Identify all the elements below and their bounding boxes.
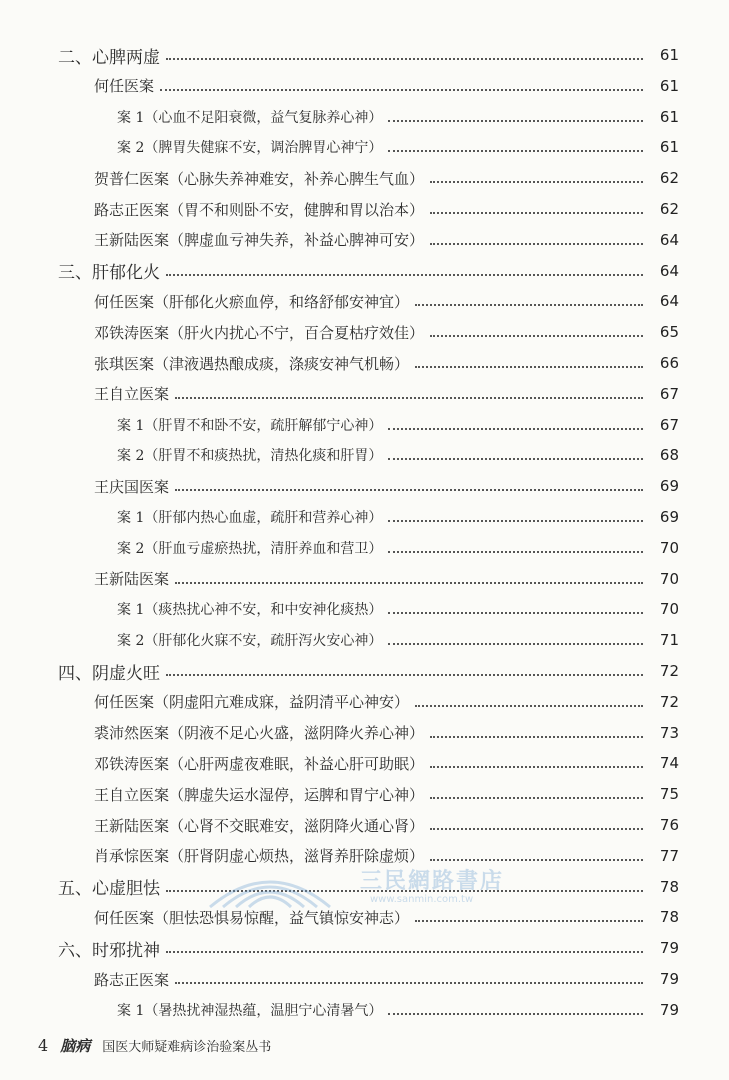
dot-leader <box>415 703 643 707</box>
toc-entry <box>0 564 729 594</box>
toc-entry-page: 78 <box>659 877 679 896</box>
dot-leader <box>430 179 643 183</box>
toc-entry-page: 72 <box>659 692 679 711</box>
toc-entry <box>0 225 729 255</box>
toc-entry <box>0 502 729 532</box>
toc-entry <box>0 625 729 655</box>
toc-entry <box>0 810 729 840</box>
toc-entry-page: 76 <box>659 816 679 834</box>
toc-entry-title: 裘沛然医案（阴液不足心火盛，滋阴降火养心神） <box>94 724 425 743</box>
toc-entry <box>0 718 729 748</box>
toc-entry-page: 66 <box>659 354 679 372</box>
toc-entry-title: 何任医案（胆怯恐惧易惊醒，益气镇惊安神志） <box>94 908 410 927</box>
toc-entry-page: 71 <box>659 631 679 650</box>
dot-leader <box>430 795 643 799</box>
toc-entry-title: 五、心虚胆怯 <box>58 879 160 900</box>
toc-entry-title: 张琪医案（津液遇热酿成痰，涤痰安神气机畅） <box>94 354 410 373</box>
page-footer <box>38 1035 271 1056</box>
toc-entry-title: 案 2（脾胃失健寐不安，调治脾胃心神宁） <box>117 140 383 157</box>
toc-entry-page: 62 <box>659 200 679 218</box>
toc-entry-page: 70 <box>659 538 679 557</box>
toc-entry-page: 69 <box>659 477 679 496</box>
dot-leader <box>388 426 643 430</box>
toc-entry-page: 64 <box>659 261 679 280</box>
toc-entry-page: 69 <box>659 508 679 526</box>
toc-entry <box>0 71 729 101</box>
dot-leader <box>388 118 643 122</box>
dot-leader <box>388 456 643 460</box>
toc-entry-title: 案 1（肝胃不和卧不安，疏肝解郁宁心神） <box>117 417 383 434</box>
toc-entry <box>0 902 729 932</box>
toc-entry-title: 路志正医案（胃不和则卧不安，健脾和胃以治本） <box>94 200 425 219</box>
toc-entry-title: 案 1（痰热扰心神不安，和中安神化痰热） <box>117 602 383 619</box>
toc-entry <box>0 410 729 440</box>
toc-entry-page: 61 <box>659 138 679 157</box>
toc-entry-title: 邓铁涛医案（肝火内扰心不宁，百合夏枯疗效佳） <box>94 323 425 342</box>
toc-entry-page: 73 <box>659 723 679 742</box>
dot-leader <box>430 764 643 768</box>
toc-entry-page: 79 <box>659 939 679 958</box>
toc-entry-title: 何任医案 <box>94 77 155 96</box>
toc-section <box>0 256 729 286</box>
toc-entry-page: 65 <box>659 323 679 342</box>
toc-entry-page: 61 <box>659 76 679 95</box>
dot-leader <box>415 302 643 306</box>
toc-entry-title: 何任医案（阴虚阳亢难成寐，益阴清平心神安） <box>94 693 410 712</box>
dot-leader <box>430 734 643 738</box>
toc-entry-title: 案 2（肝血亏虚瘀热扰，清肝养血和营卫） <box>117 540 383 557</box>
toc-entry-title: 王新陆医案（脾虚血亏神失养，补益心脾神可安） <box>94 231 425 250</box>
dot-leader <box>175 580 643 584</box>
toc-section <box>0 933 729 963</box>
dot-leader <box>388 518 643 522</box>
dot-leader <box>175 395 643 399</box>
toc-entry-title: 案 1（肝郁内热心血虚，疏肝和营养心神） <box>117 510 383 526</box>
book-title: 脑病 <box>60 1037 91 1055</box>
toc-entry-title: 二、心脾两虚 <box>58 47 160 68</box>
toc-entry-page: 74 <box>659 754 679 773</box>
toc-entry <box>0 194 729 224</box>
toc-entry <box>0 533 729 563</box>
dot-leader <box>166 949 643 953</box>
toc-section <box>0 656 729 686</box>
toc-section <box>0 872 729 902</box>
toc-entry-title: 王自立医案 <box>94 385 170 404</box>
toc-entry <box>0 748 729 778</box>
toc-entry <box>0 317 729 347</box>
toc-entry-title: 肖承悰医案（肝肾阴虚心烦热，滋肾养肝除虚烦） <box>94 847 425 866</box>
toc-entry <box>0 440 729 470</box>
dot-leader <box>388 549 643 553</box>
dot-leader <box>430 241 643 245</box>
watermark-url: www.sanmin.com.tw <box>370 894 474 905</box>
toc-entry <box>0 841 729 871</box>
toc-entry-title: 王自立医案（脾虚失运水湿停，运脾和胃宁心神） <box>94 785 425 804</box>
toc-entry <box>0 348 729 378</box>
watermark-text: 三民網路書店 <box>360 869 505 894</box>
toc-entry-title: 案 2（肝胃不和痰热扰，清热化痰和肝胃） <box>117 448 383 465</box>
toc-entry-title: 贺普仁医案（心脉失养神难安，补养心脾生气血） <box>94 169 425 188</box>
dot-leader <box>415 364 643 368</box>
dot-leader <box>388 610 643 614</box>
page-number: 4 <box>38 1036 49 1055</box>
toc-entry <box>0 594 729 624</box>
toc-entry-title: 路志正医案 <box>94 970 170 989</box>
toc-section <box>0 40 729 70</box>
dot-leader <box>388 1011 643 1015</box>
toc-entry-page: 68 <box>659 446 679 465</box>
toc-entry-page: 64 <box>659 230 679 249</box>
dot-leader <box>160 87 643 91</box>
series-title: 国医大师疑难病诊治验案丛书 <box>102 1040 272 1055</box>
toc-entry-title: 六、时邪扰神 <box>58 940 160 961</box>
toc-entry-page: 75 <box>659 785 679 804</box>
toc-entry-title: 王新陆医案 <box>94 570 170 589</box>
dot-leader <box>166 272 643 276</box>
toc-entry-title: 四、阴虚火旺 <box>58 663 160 684</box>
toc-entry-page: 67 <box>659 384 679 403</box>
dot-leader <box>175 980 643 984</box>
toc-entry <box>0 995 729 1025</box>
dot-leader <box>430 333 643 337</box>
toc-entry-title: 案 1（暑热扰神湿热蕴，温胆宁心清暑气） <box>117 1002 383 1019</box>
dot-leader <box>166 56 643 60</box>
dot-leader <box>175 487 643 491</box>
dot-leader <box>415 918 643 922</box>
toc-entry-title: 案 2（肝郁化火寐不安，疏肝泻火安心神） <box>117 633 383 650</box>
toc-entry <box>0 687 729 717</box>
toc-entry-page: 64 <box>659 292 679 311</box>
dot-leader <box>430 826 643 830</box>
toc-entry-title: 王新陆医案（心肾不交眠难安，滋阴降火通心肾） <box>94 816 425 835</box>
toc-entry-title: 案 1（心血不足阳衰微，益气复脉养心神） <box>117 109 383 126</box>
toc-entry-page: 79 <box>659 1000 679 1019</box>
toc-entry <box>0 379 729 409</box>
dot-leader <box>388 641 643 645</box>
toc-entry-page: 70 <box>659 600 679 619</box>
dot-leader <box>430 210 643 214</box>
toc-entry <box>0 286 729 316</box>
toc-entry-page: 72 <box>659 662 679 680</box>
dot-leader <box>166 888 643 892</box>
toc-entry <box>0 779 729 809</box>
toc-entry-page: 67 <box>659 415 679 434</box>
toc-entry-page: 78 <box>659 908 679 927</box>
dot-leader <box>166 672 643 676</box>
toc-entry-page: 61 <box>659 107 679 126</box>
toc-entry-page: 62 <box>659 169 679 188</box>
toc-entry <box>0 102 729 132</box>
dot-leader <box>430 857 643 861</box>
toc-entry-title: 邓铁涛医案（心肝两虚夜难眠，补益心肝可助眠） <box>94 754 425 773</box>
toc-entry-page: 77 <box>659 846 679 865</box>
toc-entry-page: 61 <box>659 46 679 64</box>
toc-entry <box>0 471 729 501</box>
toc-entry-title: 王庆国医案 <box>94 477 170 496</box>
toc-entry-title: 三、肝郁化火 <box>58 263 160 284</box>
toc-entry <box>0 163 729 193</box>
toc-entry-page: 70 <box>659 569 679 588</box>
dot-leader <box>388 148 643 152</box>
toc-entry-page: 79 <box>659 970 679 988</box>
toc-entry-title: 何任医案（肝郁化火瘀血停，和络舒郁安神宜） <box>94 292 410 311</box>
toc-entry <box>0 132 729 162</box>
toc-entry <box>0 964 729 994</box>
